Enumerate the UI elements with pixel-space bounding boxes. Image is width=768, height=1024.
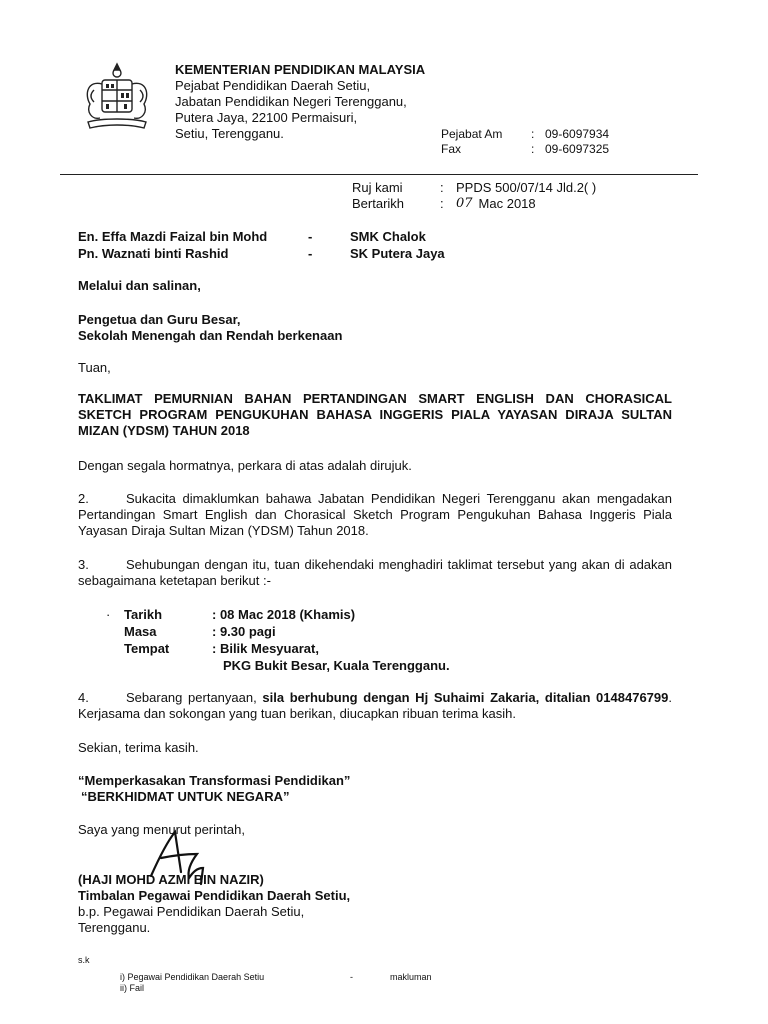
detail-row <box>106 606 450 623</box>
closing-line: Sekian, terima kasih. <box>78 740 199 755</box>
dash: - <box>350 972 353 982</box>
copy-row <box>78 972 432 983</box>
ministry-name: KEMENTERIAN PENDIDIKAN MALAYSIA <box>175 62 426 77</box>
malaysia-crest-icon <box>78 60 156 132</box>
letterhead <box>175 62 425 142</box>
paragraph-number: 4. <box>78 690 89 705</box>
paragraph-text: Sebarang pertanyaan, <box>126 690 263 705</box>
via-line: Melalui dan salinan, <box>78 278 201 293</box>
address-line: Putera Jaya, 22100 Permaisuri, <box>175 110 358 125</box>
signatory-place: Terengganu. <box>78 920 151 935</box>
signatory-title: Timbalan Pegawai Pendidikan Daerah Setiu, <box>78 888 351 903</box>
recipient-row <box>78 228 445 245</box>
paragraph-text: Sukacita dimaklumkan bahawa Jabatan Pendidikan Negeri Terengganu akan mengadakan Pertandingan Smart English dan Chorasical Sketch Program Pengukuhan Bahasa Inggeris Piala Yayasan Diraja Sultan Mizan (YDSM) Tahun 2018. <box>78 491 672 538</box>
salutation: Tuan, <box>78 360 111 375</box>
handwritten-day: 07 <box>456 196 473 211</box>
detail-value: : 08 Mac 2018 (Khamis) <box>212 607 356 622</box>
recipient-list <box>78 228 445 262</box>
paragraph-3 <box>78 557 672 589</box>
detail-row <box>106 657 450 674</box>
address-line: Pejabat Pendidikan Daerah Setiu, <box>175 78 371 93</box>
briefing-details <box>106 606 450 674</box>
signatory-bp: b.p. Pegawai Pendidikan Daerah Setiu, <box>78 904 305 919</box>
paragraph-text: . Kerjasama dan sokongan yang tuan berikan, diucapkan ribuan terima kasih. <box>78 690 672 721</box>
signatory-block <box>78 872 350 936</box>
date-label: Bertarikh <box>352 196 405 211</box>
reference-value: PPDS 500/07/14 Jld.2( ) <box>456 180 597 195</box>
detail-row <box>106 640 450 657</box>
copy-recipient: i) Pegawai Pendidikan Daerah Setiu <box>120 972 265 982</box>
copy-note: makluman <box>390 972 432 982</box>
addressee-line: Sekolah Menengah dan Rendah berkenaan <box>78 328 343 343</box>
colon: : <box>440 196 444 211</box>
reference-row <box>352 180 596 196</box>
detail-label <box>124 657 212 674</box>
recipient-name: En. Effa Mazdi Faizal bin Mohd <box>78 229 268 244</box>
copy-label: s.k <box>78 955 90 965</box>
contact-label: Pejabat Am <box>441 127 503 141</box>
recipient-school: SK Putera Jaya <box>350 246 445 261</box>
motto-block <box>78 773 350 805</box>
subject-heading: TAKLIMAT PEMURNIAN BAHAN PERTANDINGAN SMART ENGLISH DAN CHORASICAL SKETCH PROGRAM PENGUKUHAN BAHASA INGGERIS PIALA YAYASAN DIRAJA SULTAN MIZAN (YDSM) TAHUN 2018 <box>78 391 672 438</box>
copy-list <box>78 955 432 994</box>
date-value: Mac 2018 <box>478 196 536 211</box>
detail-value: : Bilik Mesyuarat, <box>212 641 319 656</box>
recipient-row <box>78 245 445 262</box>
detail-row <box>106 623 450 640</box>
detail-label: Masa <box>124 624 157 639</box>
reference-block <box>352 180 596 212</box>
detail-value: : 9.30 pagi <box>212 624 276 639</box>
colon: : <box>531 127 535 141</box>
contact-label: Fax <box>441 142 462 156</box>
paragraph-number: 2. <box>78 491 89 506</box>
addressee-line: Pengetua dan Guru Besar, <box>78 312 241 327</box>
detail-value: PKG Bukit Besar, Kuala Terengganu. <box>223 658 450 673</box>
reference-label: Ruj kami <box>352 180 403 195</box>
dash: - <box>308 246 313 261</box>
contact-value: 09-6097934 <box>545 127 610 141</box>
signatory-name: (HAJI MOHD AZMI BIN NAZIR) <box>78 872 264 887</box>
address-line: Jabatan Pendidikan Negeri Terengganu, <box>175 94 407 109</box>
contact-value: 09-6097325 <box>545 142 610 156</box>
opening-line: Dengan segala hormatnya, perkara di atas adalah dirujuk. <box>78 458 412 473</box>
paragraph-4 <box>78 690 672 722</box>
copy-recipient: ii) Fail <box>120 983 144 993</box>
contact-block <box>441 127 609 157</box>
detail-label: Tempat <box>124 641 170 656</box>
contact-person: sila berhubung dengan Hj Suhaimi Zakaria, ditalian 0148476799 <box>262 690 669 705</box>
motto-line: “Memperkasakan Transformasi Pendidikan” <box>78 773 351 788</box>
dash: - <box>308 229 313 244</box>
detail-label: Tarikh <box>124 607 163 622</box>
colon: : <box>531 142 535 156</box>
recipient-name: Pn. Waznati binti Rashid <box>78 246 229 261</box>
header-divider <box>60 174 698 175</box>
contact-row <box>441 127 609 142</box>
contact-row <box>441 142 609 157</box>
paragraph-2 <box>78 491 672 539</box>
motto-line: “BERKHIDMAT UNTUK NEGARA” <box>81 789 290 804</box>
paragraph-text: Sehubungan dengan itu, tuan dikehendaki menghadiri taklimat tersebut yang akan di adakan sebagaimana ketetapan berikut :- <box>78 557 672 588</box>
addressee-block <box>78 312 342 344</box>
paragraph-number: 3. <box>78 557 89 572</box>
date-row <box>352 196 596 212</box>
address-line: Setiu, Terengganu. <box>175 126 284 141</box>
bullet: · <box>106 607 111 622</box>
order-line: Saya yang menurut perintah, <box>78 822 245 837</box>
copy-row <box>78 983 432 994</box>
colon: : <box>440 180 444 195</box>
recipient-school: SMK Chalok <box>350 229 426 244</box>
